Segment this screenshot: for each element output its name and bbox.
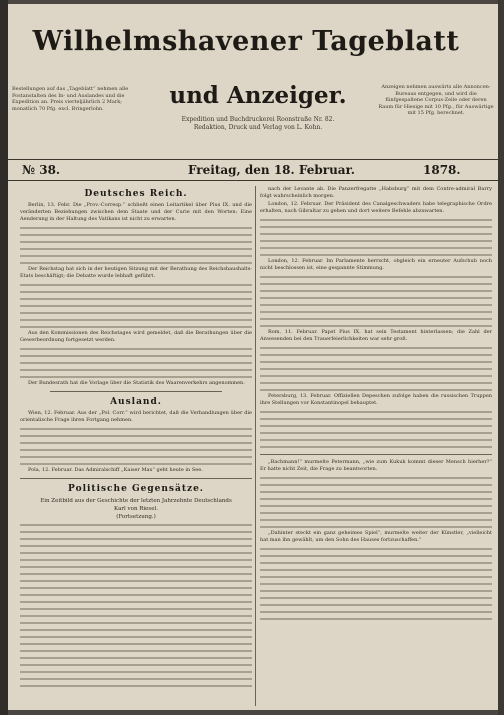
article-paragraph: London, 12. Februar. Der Präsident des Canalgeschwaders habe telegraphische Ordre erhalten, nach Gibraltar zu gehen und dort weitere Befehle abzuwarten. (260, 201, 492, 214)
issue-date: Freitag, den 18. Februar. (188, 163, 355, 177)
feuilleton-paragraph: „Bachmann!“ murmelte Petermann, „wie zum Kukuk kommt dieser Mensch hierher?“ Er hatte nicht Zeit, die Frage zu beantworten. (260, 459, 492, 472)
text-lines (260, 273, 492, 329)
column-divider (255, 186, 256, 706)
scan-right-edge (498, 0, 504, 715)
scan-left-edge (0, 0, 8, 715)
newspaper-page (8, 4, 498, 710)
dateline (8, 159, 498, 181)
publisher-line-1: Expedition und Buchdruckerei Roonstraße Nr. 82. (181, 116, 335, 123)
text-lines (260, 408, 492, 450)
newspaper-subtitle: und Anzeiger. (169, 82, 347, 109)
feuilleton-divider (260, 454, 492, 455)
article-paragraph: Aus den Kommissionen des Reichstages wird gemeldet, daß die Berathungen über die Gewerbeordnung fortgesetzt werden. (20, 330, 252, 343)
publisher-info (148, 116, 368, 132)
article-paragraph: Pola, 12. Februar. Das Admiralschiff „Kaiser Max“ geht heute in See. (28, 467, 203, 473)
section-heading-deutsches-reich: Deutsches Reich. (84, 189, 188, 199)
right-column (260, 186, 492, 706)
publisher-line-2: Redaktion, Druck und Verlag von L. Kohn. (193, 124, 323, 131)
article-paragraph: Rom, 11. Februar. Papst Pius IX. hat sein Testament hinterlassen; die Zahl der Anwesenden bei den Trauerfeierlichkeiten war sehr groß. (260, 329, 492, 342)
text-lines (20, 425, 252, 467)
text-lines (260, 216, 492, 258)
text-lines (20, 345, 252, 380)
subscription-note: Bestellungen auf das „Tageblatt“ nehmen alle Postanstalten des In- und Auslandes und die Expedition an. Preis vierteljährlich 2 Mark; monatlich 70 Pfg. excl. Bringerlohn. (12, 86, 129, 112)
section-heading-ausland: Ausland. (110, 397, 162, 407)
article-paragraph: London, 12. Februar. Im Parlamente herrscht, obgleich ein erneuter Aufschub noch nicht beschlossen ist, eine gespannte Stimmung. (260, 258, 492, 271)
text-lines (260, 545, 492, 622)
text-lines (260, 344, 492, 393)
text-lines (260, 474, 492, 530)
text-lines (20, 224, 252, 266)
article-paragraph: Berlin, 13. Febr. Die „Prov.-Corresp.“ schließt einen Leitartikel über Pius IX. und die veränderten Beziehungen zwischen dem Staate und der Curie mit den Worten: Eine Aenderung in der Haltung des Vatikans ist nicht zu erwarten. (20, 202, 252, 222)
left-column (20, 186, 252, 706)
issue-year: 1878. (423, 163, 461, 177)
advertising-note: Anzeigen nehmen auswärts alle Annoncen-Bureaus entgegen, und wird die fünfgespaltene Corpus-Zeile oder deren Raum für Hiesige mit 10 Pfg., für Auswärtige mit 15 Pfg. berechnet. (378, 84, 494, 117)
feuilleton-subtitle: Ein Zeitbild aus der Geschichte der letzten Jahrzehnte Deutschlands (40, 498, 232, 504)
text-lines (20, 521, 252, 689)
article-paragraph: Der Reichstag hat sich in der heutigen Sitzung mit der Berathung des Reichshaushalts-Etats beschäftigt; die Debatte wurde lebhaft geführt. (20, 266, 252, 279)
feuilleton-paragraph: „Dahinter steckt ein ganz geheimes Spiel“, murmelte weiter der Künstler, „vielleicht hat man ihn gewählt, um den Sohn des Hauses fortzuschaffen.“ (260, 530, 492, 543)
issue-number: № 38. (22, 163, 61, 177)
newspaper-title: Wilhelmshavener Tageblatt (32, 26, 460, 57)
feuilleton-heading: Politische Gegensätze. (68, 484, 204, 494)
article-paragraph: Wien, 12. Februar. Aus der „Pol. Corr.“ wird berichtet, daß die Verhandlungen über die orientalische Frage ihren Fortgang nehmen. (20, 410, 252, 423)
feuilleton-continuation: (Fortsetzung.) (116, 514, 156, 520)
article-paragraph: Petersburg, 13. Februar. Offiziellen Depeschen zufolge haben die russischen Truppen ihre Stellungen vor Konstantinopel behauptet. (260, 393, 492, 406)
feuilleton-author: Karl von Riesel. (114, 506, 158, 512)
article-paragraph: nach der Levante ab. Die Panzerfregatte „Habsburg“ mit dem Contre-admiral Barry folgt wahrscheinlich morgen. (260, 186, 492, 199)
article-paragraph: Der Bundesrath hat die Vorlage über die Statistik des Waarenverkehrs angenommen. (28, 380, 245, 386)
masthead (8, 4, 498, 154)
section-divider (50, 391, 222, 392)
text-lines (20, 281, 252, 330)
feuilleton-divider (20, 478, 252, 479)
